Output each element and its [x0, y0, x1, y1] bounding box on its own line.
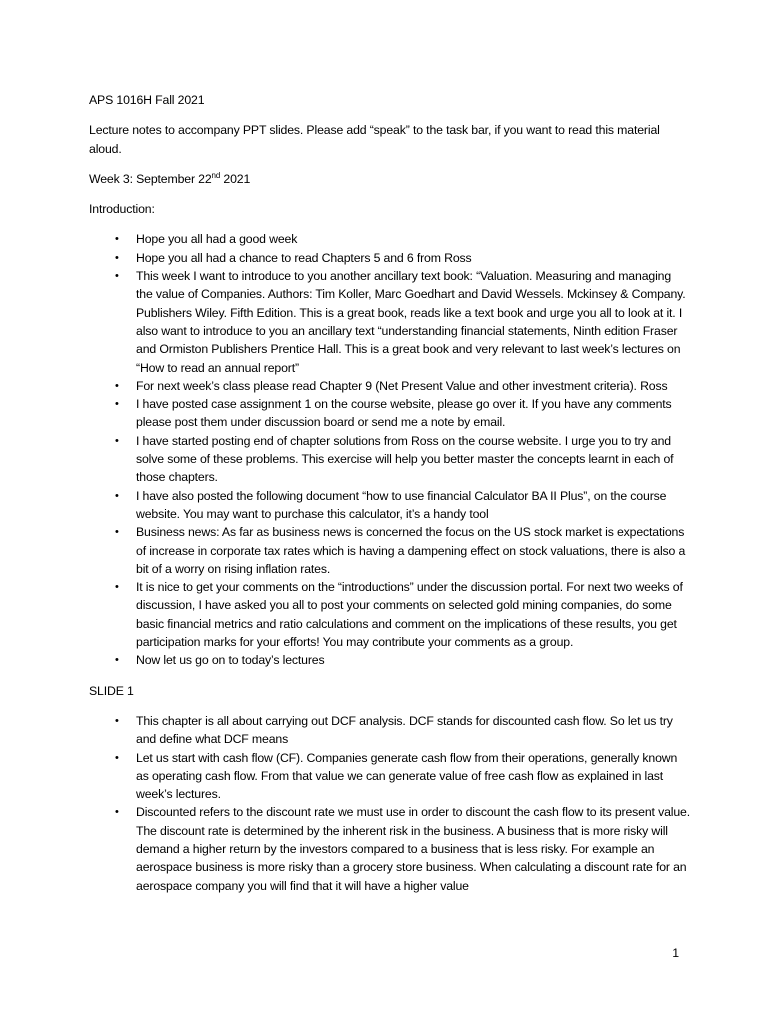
- bullet-icon: •: [115, 489, 119, 502]
- list-item-text: This week I want to introduce to you another ancillary text book: “Valuation. Measuring and managing the value of Companies. Authors: Tim Koller, Marc Goedhart and David Wessels. Mckinsey & Company. Publishers Wiley. Fifth Edition. This is a great book, reads like a text book and urge you all to look at it. I also want to introduce to you an ancillary text “understanding financial statements, Ninth edition Fraser and Ormiston Publishers Prentice Hall. This is a great book and very relevant to last week’s lectures on “How to read an annual report”: [136, 269, 686, 375]
- week-line: [89, 170, 690, 188]
- list-item: [89, 230, 690, 248]
- bullet-icon: •: [115, 526, 119, 539]
- list-item-text: Hope you all had a chance to read Chapters 5 and 6 from Ross: [136, 250, 472, 265]
- list-item: [89, 523, 690, 578]
- list-item-text: This chapter is all about carrying out DCF analysis. DCF stands for discounted cash flow. So let us try and define what DCF means: [136, 713, 673, 747]
- list-item: [89, 803, 690, 894]
- list-item-text: It is nice to get your comments on the “introductions” under the discussion portal. For next two weeks of discussion, I have asked you all to post your comments on selected gold mining companies, do some basic financial metrics and ratio calculations and comment on the implications of these results, you get participation marks for your efforts! You may contribute your comments as a group.: [136, 580, 683, 650]
- bullet-icon: •: [115, 806, 119, 819]
- bullet-icon: •: [115, 434, 119, 447]
- list-item: [89, 487, 690, 524]
- list-item: [89, 749, 690, 804]
- list-item-text: Business news: As far as business news is concerned the focus on the US stock market is expectations of increase in corporate tax rates which is having a dampening effect on stock valuations, there is also a bit of a worry on rising inflation rates.: [136, 525, 686, 576]
- list-item: [89, 578, 690, 651]
- intro-paragraph: Lecture notes to accompany PPT slides. Please add “speak” to the task bar, if you want to read this material aloud.: [89, 123, 660, 156]
- list-item: [89, 249, 690, 267]
- list-item-text: Hope you all had a good week: [136, 232, 298, 247]
- bullet-icon: •: [115, 654, 119, 667]
- list-item-text: I have started posting end of chapter solutions from Ross on the course website. I urge you to try and solve some of these problems. This exercise will help you better master the concepts learnt in each of those chapters.: [136, 433, 674, 485]
- page-number: 1: [672, 946, 679, 960]
- introduction-heading: Introduction:: [89, 202, 155, 217]
- bullet-icon: •: [115, 270, 119, 283]
- slide-1-heading: SLIDE 1: [89, 683, 134, 698]
- list-item: [89, 651, 690, 669]
- bullet-icon: •: [115, 581, 119, 594]
- bullet-icon: •: [115, 251, 119, 264]
- list-item-text: Now let us go on to today’s lectures: [136, 653, 325, 668]
- document-header: APS 1016H Fall 2021: [89, 93, 205, 107]
- week-prefix: Week 3: September 22: [89, 171, 212, 186]
- list-item: [89, 395, 690, 432]
- list-item: [89, 267, 690, 377]
- list-item-text: I have posted case assignment 1 on the course website, please go over it. If you have any comments please post them under discussion board or send me a note by email.: [136, 397, 672, 430]
- week-superscript: nd: [211, 170, 221, 180]
- bullet-icon: •: [115, 398, 119, 411]
- bullet-icon: •: [115, 751, 119, 764]
- bullet-icon: •: [115, 379, 119, 392]
- list-item: [89, 432, 690, 487]
- intro-bullet-list: [89, 230, 690, 669]
- week-suffix: 2021: [220, 171, 251, 186]
- slide-1-bullet-list: [89, 712, 690, 895]
- list-item: [89, 712, 690, 749]
- list-item-text: For next week’s class please read Chapter 9 (Net Present Value and other investment criteria). Ross: [136, 378, 668, 393]
- bullet-icon: •: [115, 714, 119, 727]
- list-item-text: I have also posted the following document “how to use financial Calculator BA II Plus”, on the course website. You may want to purchase this calculator, it’s a handy tool: [136, 488, 667, 521]
- list-item: [89, 377, 690, 395]
- list-item-text: Discounted refers to the discount rate we must use in order to discount the cash flow to its present value. The discount rate is determined by the inherent risk in the business. A business that is more risky will demand a higher return by the investors compared to a business that is less risky. For example an aerospace business is more risky than a grocery store business. When calculating a discount rate for an aerospace company you will find that it will have a higher value: [136, 805, 691, 893]
- list-item-text: Let us start with cash flow (CF). Companies generate cash flow from their operations, generally known as operating cash flow. From that value we can generate value of free cash flow as explained in last week’s lectures.: [136, 750, 678, 802]
- bullet-icon: •: [115, 233, 119, 246]
